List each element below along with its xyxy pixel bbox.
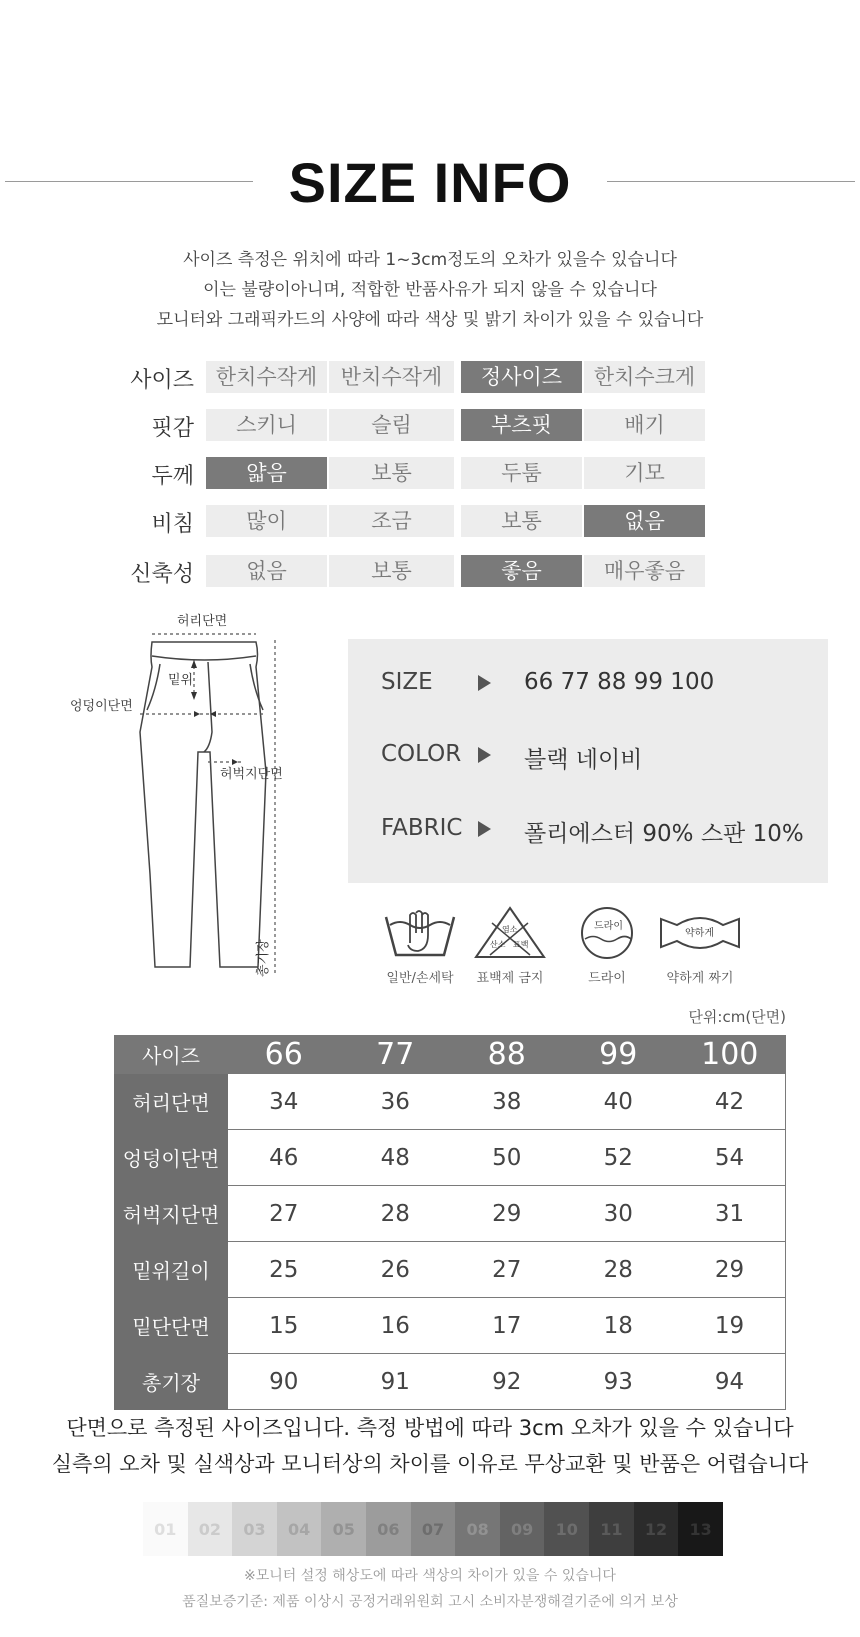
care-dry-label: 드라이 xyxy=(588,971,626,986)
care-wash-label: 일반/손세탁 xyxy=(386,971,454,986)
measurement-label: 총기장 xyxy=(114,1354,228,1410)
rating-option: 매우좋음 xyxy=(584,555,705,587)
rating-label: 핏감 xyxy=(151,416,194,441)
measurement-value: 25 xyxy=(228,1242,340,1298)
fabric-value: 폴리에스터 90% 스판 10% xyxy=(524,821,804,847)
waistband-line xyxy=(152,656,256,660)
hand-wash-icon xyxy=(380,905,460,961)
size-column-header: 66 xyxy=(228,1035,340,1074)
rating-label: 신축성 xyxy=(130,562,194,587)
measurement-value: 46 xyxy=(228,1130,340,1186)
rating-option: 좋음 xyxy=(461,555,582,587)
size-label: SIZE xyxy=(381,669,433,695)
measurement-value: 91 xyxy=(340,1354,452,1410)
rating-option: 보통 xyxy=(329,457,454,489)
rating-label: 사이즈 xyxy=(130,368,194,393)
rating-option: 두툼 xyxy=(461,457,582,489)
measurement-label: 밑단단면 xyxy=(114,1298,228,1354)
measurement-value: 40 xyxy=(563,1074,675,1130)
size-column-header: 99 xyxy=(563,1035,675,1074)
rating-option: 반치수작게 xyxy=(329,361,454,393)
measurement-value: 17 xyxy=(451,1298,563,1354)
measurement-value: 27 xyxy=(451,1242,563,1298)
product-info-box xyxy=(348,639,828,883)
measurement-label: 허벅지단면 xyxy=(114,1186,228,1242)
grayscale-swatch: 09 xyxy=(500,1502,545,1556)
size-column-header: 100 xyxy=(674,1035,786,1074)
color-arrow-icon xyxy=(478,747,491,763)
wring-icon-text: 약하게 xyxy=(685,928,714,939)
size-value: 66 77 88 99 100 xyxy=(524,669,715,695)
measurement-value: 27 xyxy=(228,1186,340,1242)
table-row xyxy=(114,1298,786,1354)
measurement-value: 31 xyxy=(674,1186,786,1242)
bleach-icon-text-right: 표백 xyxy=(513,940,529,949)
grayscale-swatch: 01 xyxy=(143,1502,188,1556)
measurement-value: 92 xyxy=(451,1354,563,1410)
rating-option: 정사이즈 xyxy=(461,361,582,393)
table-header-row xyxy=(114,1035,786,1074)
measure-note: 단면으로 측정된 사이즈입니다. 측정 방법에 따라 3cm 오차가 있을 수 있습니다 xyxy=(66,1416,794,1440)
measurement-value: 36 xyxy=(340,1074,452,1130)
measurement-value: 52 xyxy=(563,1130,675,1186)
measurement-value: 15 xyxy=(228,1298,340,1354)
grayscale-swatch: 04 xyxy=(277,1502,322,1556)
measurement-value: 29 xyxy=(451,1186,563,1242)
color-value: 블랙 네이비 xyxy=(524,747,643,773)
measurement-value: 18 xyxy=(563,1298,675,1354)
measurement-value: 38 xyxy=(451,1074,563,1130)
rating-option: 스키니 xyxy=(206,409,327,441)
rating-option: 한치수크게 xyxy=(584,361,705,393)
grayscale-swatch: 05 xyxy=(321,1502,366,1556)
rating-label: 두께 xyxy=(151,464,194,489)
measurement-value: 16 xyxy=(340,1298,452,1354)
fabric-arrow-icon xyxy=(478,821,491,837)
measurement-value: 93 xyxy=(563,1354,675,1410)
grayscale-swatch: 11 xyxy=(589,1502,634,1556)
grayscale-swatch: 07 xyxy=(411,1502,456,1556)
grayscale-swatch: 03 xyxy=(232,1502,277,1556)
rating-option: 없음 xyxy=(206,555,327,587)
notice-line: 모니터와 그래픽카드의 사양에 따라 색상 및 밝기 차이가 있을 수 있습니다 xyxy=(156,310,704,330)
measurement-value: 19 xyxy=(674,1298,786,1354)
dry-clean-icon xyxy=(567,905,647,961)
table-header-label: 사이즈 xyxy=(114,1035,228,1074)
rating-option: 한치수작게 xyxy=(206,361,327,393)
measurement-value: 42 xyxy=(674,1074,786,1130)
measurement-label: 엉덩이단면 xyxy=(114,1130,228,1186)
care-wring-label: 약하게 짜기 xyxy=(666,971,734,986)
table-row xyxy=(114,1130,786,1186)
care-wash xyxy=(370,905,470,986)
care-wring xyxy=(650,905,750,986)
grayscale-swatch: 06 xyxy=(366,1502,411,1556)
dry-icon-text: 드라이 xyxy=(594,921,623,932)
measurement-value: 50 xyxy=(451,1130,563,1186)
measurement-label: 밑위길이 xyxy=(114,1242,228,1298)
fly-line xyxy=(204,662,212,752)
rating-option: 없음 xyxy=(584,505,705,537)
measurement-value: 94 xyxy=(674,1354,786,1410)
page-title: SIZE INFO xyxy=(288,151,572,214)
grayscale-swatch: 13 xyxy=(678,1502,723,1556)
diagram-label-hip: 엉덩이단면 xyxy=(70,699,133,714)
care-dry xyxy=(557,905,657,986)
grayscale-swatch: 12 xyxy=(634,1502,679,1556)
measurement-value: 29 xyxy=(674,1242,786,1298)
rating-option: 보통 xyxy=(329,555,454,587)
diagram-label-rise: 밑위 xyxy=(168,673,194,688)
rating-option: 슬림 xyxy=(329,409,454,441)
rating-option: 조금 xyxy=(329,505,454,537)
rating-option: 많이 xyxy=(206,505,327,537)
bleach-icon-text-left: 산소 xyxy=(490,940,506,949)
care-bleach-label: 표백제 금지 xyxy=(476,971,544,986)
grayscale-swatch: 08 xyxy=(455,1502,500,1556)
measurement-value: 54 xyxy=(674,1130,786,1186)
table-row xyxy=(114,1186,786,1242)
rating-option: 배기 xyxy=(584,409,705,441)
rating-option: 보통 xyxy=(461,505,582,537)
table-row xyxy=(114,1242,786,1298)
notice-line: 이는 불량이아니며, 적합한 반품사유가 되지 않을 수 있습니다 xyxy=(203,280,657,300)
rating-option: 기모 xyxy=(584,457,705,489)
measurement-value: 28 xyxy=(340,1186,452,1242)
diagram-label-length: 총기장 xyxy=(256,939,271,977)
size-table xyxy=(114,1035,786,1410)
no-bleach-icon xyxy=(470,905,550,961)
notice-line: 사이즈 측정은 위치에 따라 1~3cm정도의 오차가 있을수 있습니다 xyxy=(183,250,677,270)
rating-label: 비침 xyxy=(151,512,194,537)
color-label: COLOR xyxy=(381,741,462,767)
measurement-value: 28 xyxy=(563,1242,675,1298)
rating-option: 부츠핏 xyxy=(461,409,582,441)
grayscale-strip xyxy=(143,1502,723,1556)
measurement-value: 34 xyxy=(228,1074,340,1130)
gentle-wring-icon xyxy=(655,905,745,961)
size-column-header: 88 xyxy=(451,1035,563,1074)
size-arrow-icon xyxy=(478,675,491,691)
diagram-label-thigh: 허벅지단면 xyxy=(220,767,283,782)
measurement-value: 90 xyxy=(228,1354,340,1410)
rating-option: 얇음 xyxy=(206,457,327,489)
unit-label: 단위:cm(단면) xyxy=(688,1008,786,1026)
measurement-value: 26 xyxy=(340,1242,452,1298)
table-row xyxy=(114,1354,786,1410)
measurement-value: 30 xyxy=(563,1186,675,1242)
return-note: 실측의 오차 및 실색상과 모니터상의 차이를 이유로 무상교환 및 반품은 어렵습니다 xyxy=(51,1452,809,1476)
size-column-header: 77 xyxy=(340,1035,452,1074)
pants-diagram xyxy=(60,612,320,982)
measurement-value: 48 xyxy=(340,1130,452,1186)
footer-note: 품질보증기준: 제품 이상시 공정거래위원회 고시 소비자분쟁해결기준에 의거 보상 xyxy=(182,1594,678,1610)
diagram-label-waist: 허리단면 xyxy=(177,614,228,629)
table-row xyxy=(114,1074,786,1130)
pants-outline xyxy=(140,642,266,967)
footer-note: ※모니터 설정 해상도에 따라 색상의 차이가 있을 수 있습니다 xyxy=(244,1568,616,1584)
bleach-icon-text-top: 염소 xyxy=(502,925,518,934)
measurement-label: 허리단면 xyxy=(114,1074,228,1130)
grayscale-swatch: 10 xyxy=(544,1502,589,1556)
care-bleach xyxy=(460,905,560,986)
grayscale-swatch: 02 xyxy=(188,1502,233,1556)
fabric-label: FABRIC xyxy=(381,815,463,841)
